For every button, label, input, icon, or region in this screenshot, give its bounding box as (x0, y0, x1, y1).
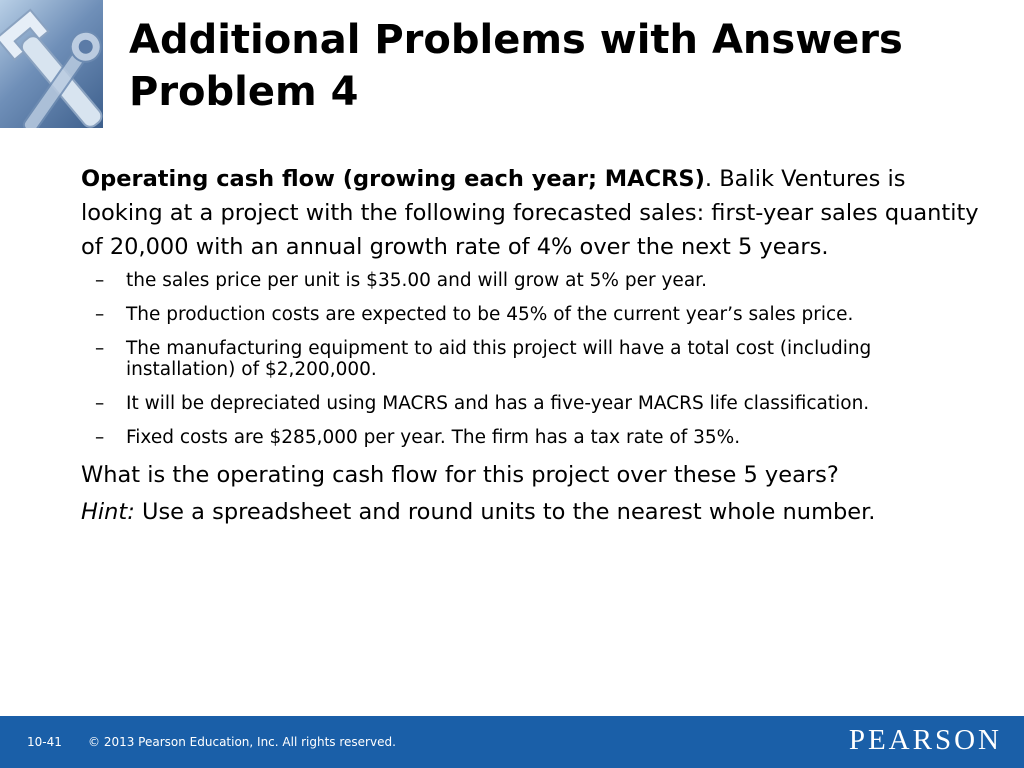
title-line-2: Problem 4 (129, 69, 359, 115)
list-item-text: The production costs are expected to be 45% of the current year’s sales price. (126, 304, 854, 325)
wrench-logo-image (0, 0, 103, 128)
page-number: 10-41 (27, 735, 62, 749)
intro-paragraph (81, 162, 981, 264)
list-item-text: the sales price per unit is $35.00 and will grow at 5% per year. (126, 270, 707, 291)
dash-bullet: – (95, 427, 105, 448)
list-item (81, 338, 981, 380)
list-item-text: It will be depreciated using MACRS and has a five-year MACRS life classification. (126, 393, 870, 414)
hint-label: Hint: (81, 499, 135, 525)
copyright-text: © 2013 Pearson Education, Inc. All rights reserved. (88, 735, 396, 749)
slide-body (81, 162, 981, 526)
sub-bullet-list (81, 270, 981, 448)
dash-bullet: – (95, 270, 105, 291)
dash-bullet: – (95, 338, 105, 359)
list-item (81, 427, 981, 448)
intro-bold-heading: Operating cash flow (growing each year; MACRS) (81, 166, 705, 192)
list-item (81, 270, 981, 291)
intro-text: . Balik Ventures is looking at a project with the following forecasted sales: first-year sales quantity of 20,000 with an annual growth rate of 4% over the next 5 years. (81, 166, 979, 260)
question-text: What is the operating cash flow for this project over these 5 years? (81, 462, 839, 488)
hint-paragraph (81, 499, 981, 526)
dash-bullet: – (95, 304, 105, 325)
dash-bullet: – (95, 393, 105, 414)
list-item-text: Fixed costs are $285,000 per year. The firm has a tax rate of 35%. (126, 427, 741, 448)
pearson-logo: PEARSON (848, 724, 1002, 756)
title-line-1: Additional Problems with Answers (129, 17, 903, 63)
list-item (81, 304, 981, 325)
slide-title (129, 14, 1009, 118)
wrench-icon (0, 0, 103, 128)
footer-bar (0, 716, 1024, 768)
hint-text: Use a spreadsheet and round units to the nearest whole number. (134, 499, 876, 525)
list-item-text: The manufacturing equipment to aid this project will have a total cost (including installation) of $2,200,000. (126, 338, 872, 380)
list-item (81, 393, 981, 414)
